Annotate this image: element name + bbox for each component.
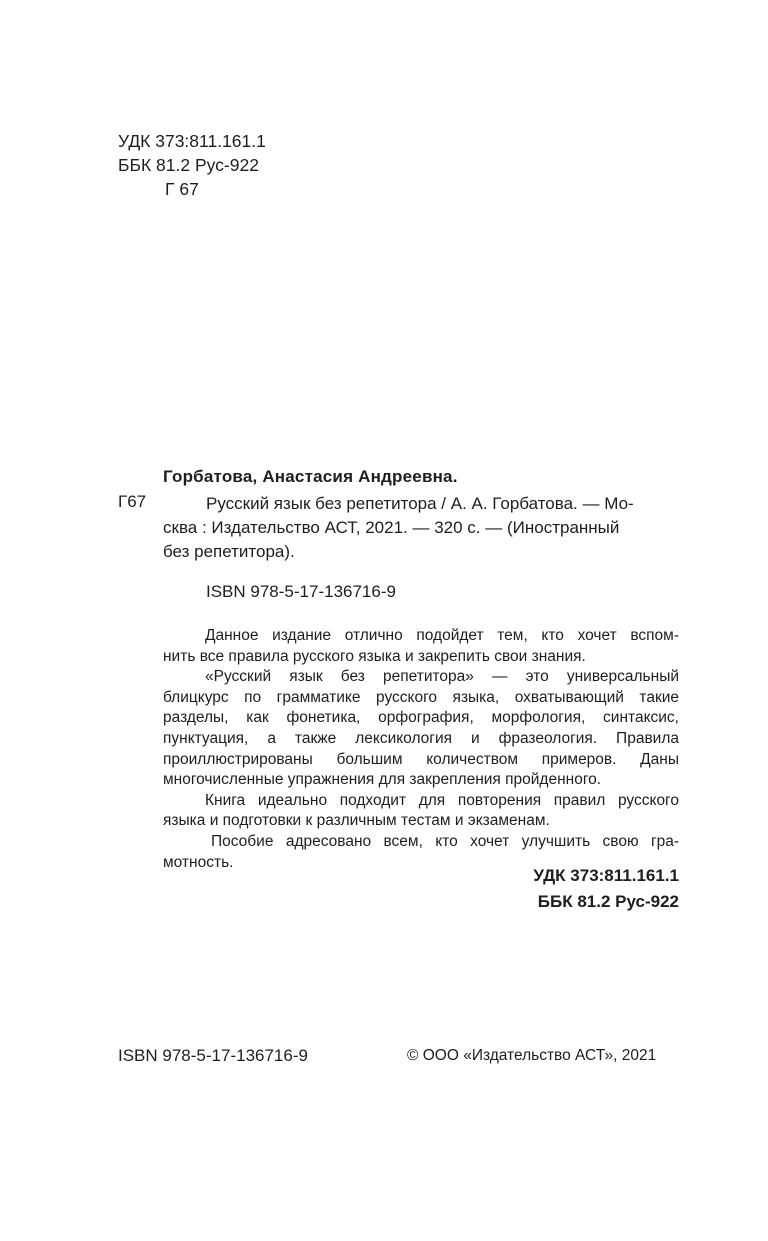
annotation-line: проиллюстрированы большим количеством примеров. Даны [163, 750, 679, 768]
bibliographic-description [163, 492, 679, 564]
annotation-line: Книга идеально подходит для повторения правил русского [205, 791, 679, 809]
isbn-footer: ISBN 978-5-17-136716-9 [118, 1046, 308, 1065]
udk-code: УДК 373:811.161.1 [118, 131, 266, 151]
annotation-line: Данное издание отлично подойдет тем, кто хочет вспом- [205, 627, 679, 644]
author-name: Горбатова, Анастасия Андреевна. [163, 467, 458, 486]
annotation-line: многочисленные упражнения для закрепления пройденного. [163, 771, 602, 789]
annotation-line: пунктуация, а также лексикология и фразеология. Правила [163, 729, 679, 747]
isbn-record: ISBN 978-5-17-136716-9 [206, 582, 396, 601]
annotation-line: блицкурс по грамматике русского языка, охватывающий такие [163, 688, 679, 706]
copyright-notice: © ООО «Издательство АСТ», 2021 [407, 1047, 657, 1064]
annotation-line: языка и подготовки к различным тестам и экзаменам. [163, 812, 550, 830]
bib-line: Русский язык без репетитора / А. А. Горбатова. — Мо- [206, 494, 634, 513]
bbk-code: ББК 81.2 Рус-922 [537, 892, 679, 911]
classification-codes-header [118, 129, 266, 201]
annotation [163, 626, 679, 873]
author-mark: Г 67 [165, 179, 199, 199]
author-sign: Г67 [118, 492, 147, 511]
udk-code: УДК 373:811.161.1 [533, 866, 679, 885]
annotation-line: нить все правила русского языка и закрепить свои знания. [163, 647, 586, 665]
annotation-line: «Русский язык без репетитора» — это универсальный [205, 668, 679, 686]
bib-line: сква : Издательство АСТ, 2021. — 320 с. — (Иностранный [163, 518, 620, 537]
bib-line: без репетитора). [163, 542, 295, 561]
classification-codes-footer [533, 863, 679, 915]
annotation-line: Пособие адресовано всем, кто хочет улучшить свою гра- [211, 832, 679, 850]
annotation-line: разделы, как фонетика, орфография, морфология, синтаксис, [163, 709, 679, 727]
annotation-line: мотность. [163, 853, 234, 871]
bbk-code: ББК 81.2 Рус-922 [118, 155, 259, 175]
